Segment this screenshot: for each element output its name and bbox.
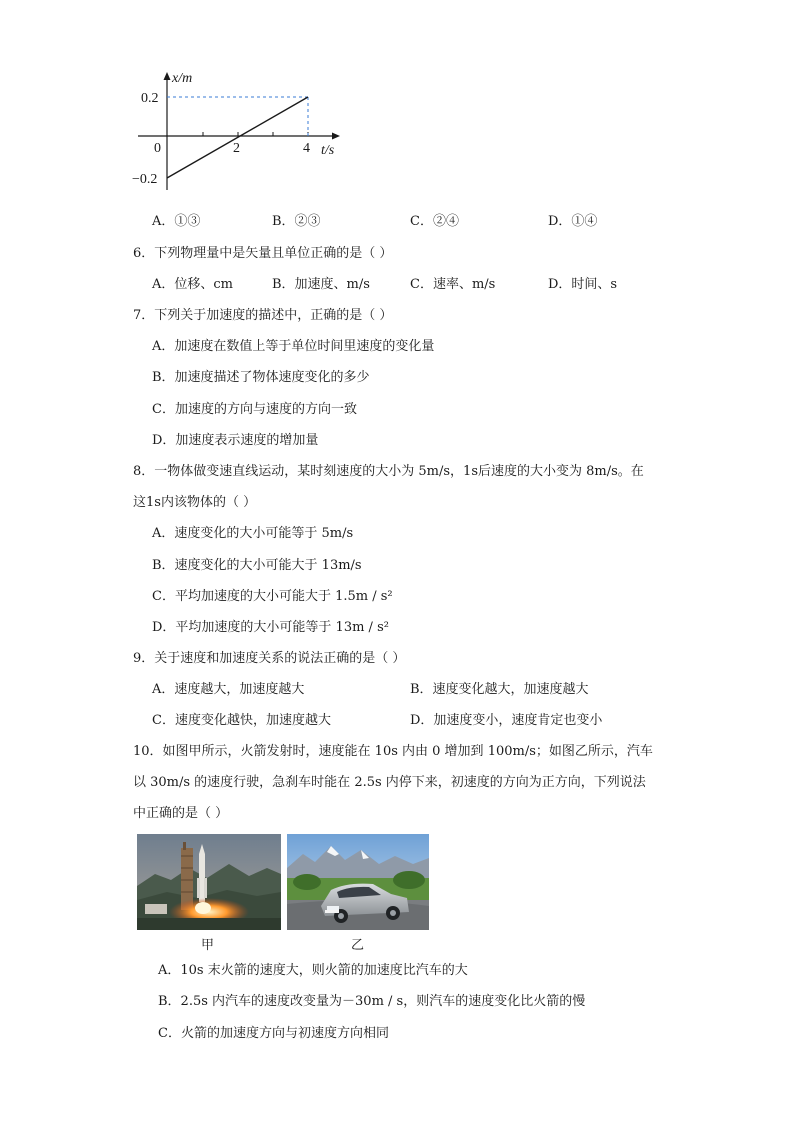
- q10-stem-line-3: 中正确的是（ ）: [133, 806, 229, 821]
- q9-option-a: A．速度越大，加速度越大: [152, 682, 305, 697]
- origin-label: 0: [154, 141, 161, 156]
- y-axis-label: x/m: [172, 71, 193, 86]
- y-tick-label-bottom: −0.2: [132, 172, 158, 187]
- x-tick-label-4: 4: [303, 141, 310, 156]
- q10-option-c: C．火箭的加速度方向与初速度方向相同: [158, 1026, 389, 1041]
- q8-option-b: B．速度变化的大小可能大于 13m/s: [152, 558, 362, 573]
- q7-option-c: C．加速度的方向与速度的方向一致: [152, 402, 357, 417]
- x-axis-label: t/s: [321, 143, 335, 158]
- q10-stem-line-1: 10．如图甲所示，火箭发射时，速度能在 10s 内由 0 增加到 100m/s；如图乙所示，汽车: [133, 744, 653, 759]
- q9-option-d: D．加速度变小，速度肯定也变小: [410, 713, 603, 728]
- photo-caption-right: 乙: [351, 938, 365, 953]
- x-tick-label-2: 2: [233, 141, 240, 156]
- q6-stem: 6．下列物理量中是矢量且单位正确的是（ ）: [133, 246, 393, 261]
- q5-option-a: A．①③: [152, 214, 201, 229]
- q7-option-b: B．加速度描述了物体速度变化的多少: [152, 370, 370, 385]
- q7-option-a: A．加速度在数值上等于单位时间里速度的变化量: [152, 339, 435, 354]
- q8-option-a: A．速度变化的大小可能等于 5m/s: [152, 526, 354, 541]
- q8-option-d: D．平均加速度的大小可能等于 13m / s²: [152, 620, 389, 635]
- q6-option-b: B．加速度、m/s: [272, 277, 370, 292]
- q6-option-a: A．位移、cm: [152, 277, 233, 292]
- q5-option-d: D．①④: [548, 214, 598, 229]
- q6-option-d: D．时间、s: [548, 277, 618, 292]
- q10-stem-line-2: 以 30m/s 的速度行驶，急刹车时能在 2.5s 内停下来，初速度的方向为正方向，下列说法: [133, 775, 646, 790]
- car-photo: [287, 834, 429, 930]
- q8-stem-line-1: 8．一物体做变速直线运动，某时刻速度的大小为 5m/s，1s后速度的大小变为 8m/s。在: [133, 464, 644, 479]
- car-illustration: [287, 834, 429, 930]
- x-axis-arrow: [164, 72, 171, 80]
- q6-option-c: C．速率、m/s: [410, 277, 496, 292]
- q9-stem: 9．关于速度和加速度关系的说法正确的是（ ）: [133, 651, 406, 666]
- q9-option-b: B．速度变化越大，加速度越大: [410, 682, 589, 697]
- q7-option-d: D．加速度表示速度的增加量: [152, 433, 319, 448]
- t-axis-arrow: [332, 133, 340, 140]
- q10-option-b: B．2.5s 内汽车的速度改变量为－30m / s，则汽车的速度变化比火箭的慢: [158, 994, 586, 1009]
- rocket-launch-illustration: [137, 834, 281, 930]
- q9-option-c: C．速度变化越快，加速度越大: [152, 713, 331, 728]
- q5-option-c: C．②④: [410, 214, 459, 229]
- y-tick-label-top: 0.2: [141, 91, 159, 106]
- q8-stem-line-2: 这1s内该物体的（ ）: [133, 495, 257, 510]
- x-t-line: [167, 97, 308, 178]
- q7-stem: 7．下列关于加速度的描述中，正确的是（ ）: [133, 308, 393, 323]
- photo-caption-left: 甲: [201, 938, 215, 953]
- q10-option-a: A．10s 末火箭的速度大，则火箭的加速度比汽车的大: [158, 963, 468, 978]
- q8-option-c: C．平均加速度的大小可能大于 1.5m / s²: [152, 589, 393, 604]
- q5-option-b: B．②③: [272, 214, 321, 229]
- rocket-launch-photo: [137, 834, 281, 930]
- x-t-graph: [128, 62, 358, 192]
